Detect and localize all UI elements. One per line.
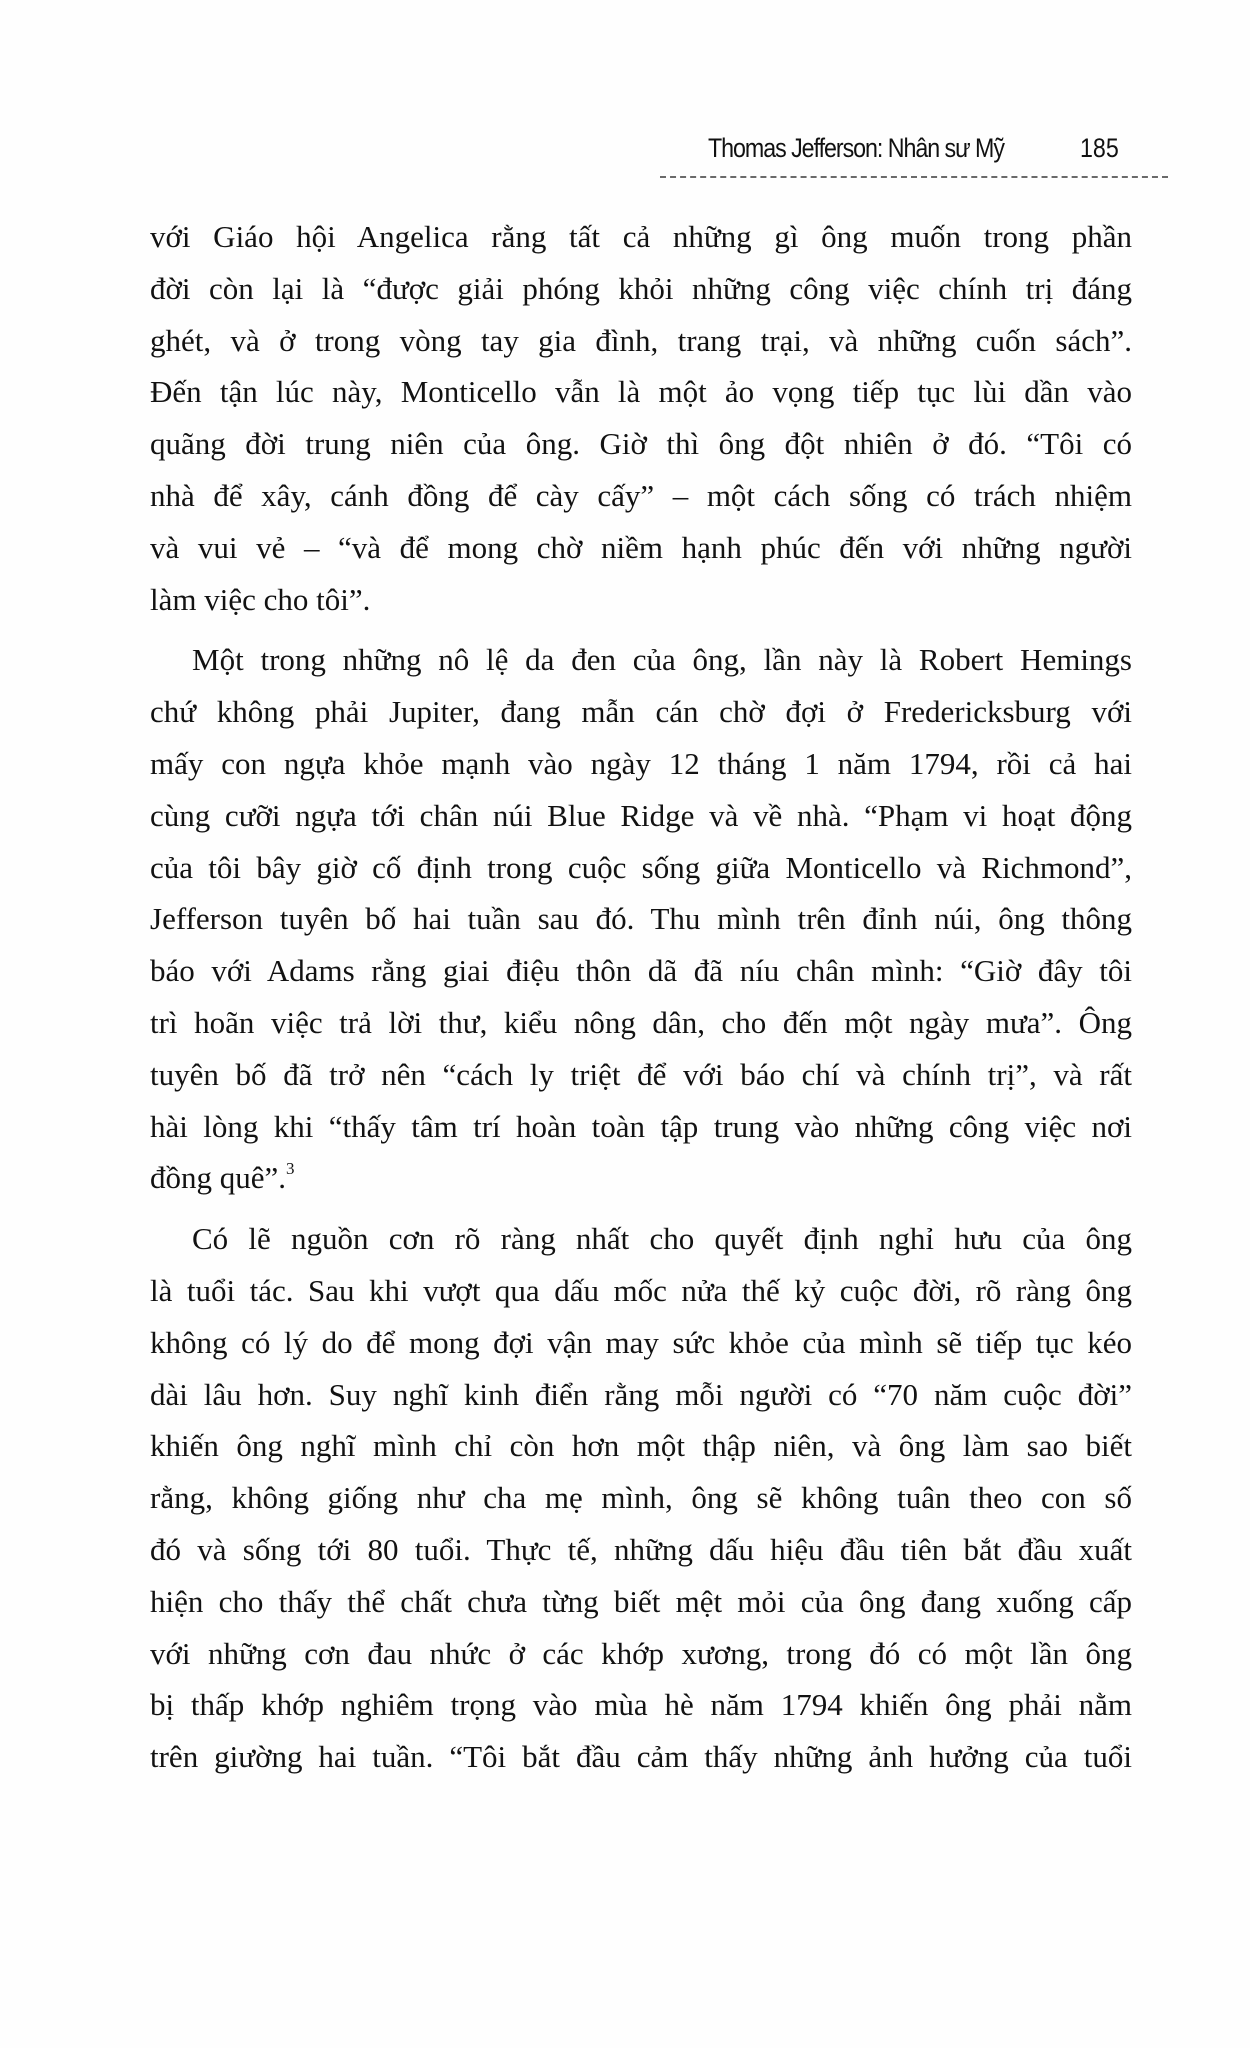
text-line: Jefferson tuyên bố hai tuần sau đó. Thu mình trên đỉnh núi, ông thông [150,901,1132,937]
text-line: Một trong những nô lệ da đen của ông, lần này là Robert Hemings [192,642,1132,678]
text-line: hài lòng khi “thấy tâm trí hoàn toàn tập trung vào những công việc nơi [150,1108,1132,1144]
text-line: đó và sống tới 80 tuổi. Thực tế, những dấu hiệu đầu tiên bắt đầu xuất [150,1531,1132,1567]
paragraph-1 [150,211,1132,625]
text-line: Có lẽ nguồn cơn rõ ràng nhất cho quyết định nghỉ hưu của ông [192,1221,1132,1257]
paragraph-gap [150,625,1132,634]
text-line: dài lâu hơn. Suy nghĩ kinh điển rằng mỗi người có “70 năm cuộc đời” [150,1376,1132,1412]
text-line: nhà để xây, cánh đồng để cày cấy” – một cách sống có trách nhiệm [150,477,1132,513]
text-line: làm việc cho tôi”. [150,581,371,617]
text-line: cùng cưỡi ngựa tới chân núi Blue Ridge và về nhà. “Phạm vi hoạt động [150,797,1132,833]
text-line: hiện cho thấy thể chất chưa từng biết mệt mỏi của ông đang xuống cấp [150,1583,1132,1619]
paragraph-3 [150,1213,1132,1783]
text-line: đồng quê”. [150,1160,287,1196]
text-line: với Giáo hội Angelica rằng tất cả những gì ông muốn trong phần [150,219,1132,254]
text-line: của tôi bây giờ cố định trong cuộc sống giữa Monticello và Richmond”, [150,849,1132,885]
text-line: trên giường hai tuần. “Tôi bắt đầu cảm thấy những ảnh hưởng của tuổi [150,1739,1132,1775]
text-line: đời còn lại là “được giải phóng khỏi những công việc chính trị đáng [150,270,1132,306]
footnote-marker: 3 [286,1159,295,1179]
text-line: chứ không phải Jupiter, đang mẫn cán chờ đợi ở Fredericksburg với [150,694,1132,730]
text-line: và vui vẻ – “và để mong chờ niềm hạnh phúc đến với những người [150,529,1132,565]
page-number: 185 [1080,133,1119,163]
text-line: với những cơn đau nhức ở các khớp xương, trong đó có một lần ông [150,1635,1132,1671]
text-line: không có lý do để mong đợi vận may sức khỏe của mình sẽ tiếp tục kéo [150,1324,1132,1360]
text-line: quãng đời trung niên của ông. Giờ thì ông đột nhiên ở đó. “Tôi có [150,426,1132,462]
text-line: ghét, và ở trong vòng tay gia đình, trang trại, và những cuốn sách”. [150,322,1132,358]
text-line: rằng, không giống như cha mẹ mình, ông sẽ không tuân theo con số [150,1480,1132,1516]
text-line: tuyên bố đã trở nên “cách ly triệt để với báo chí và chính trị”, và rất [150,1056,1132,1092]
text-line-with-footnote [150,1152,1132,1204]
body-text [150,211,1132,1783]
text-line: Đến tận lúc này, Monticello vẫn là một ảo vọng tiếp tục lùi dần vào [150,374,1132,410]
header-title: Thomas Jefferson: Nhân sư Mỹ [708,133,1004,163]
running-header [660,128,1168,184]
header-dashed-rule [660,176,1168,178]
text-line: mấy con ngựa khỏe mạnh vào ngày 12 tháng 1 năm 1794, rồi cả hai [150,745,1132,781]
text-line: báo với Adams rằng giai điệu thôn dã đã níu chân mình: “Giờ đây tôi [150,953,1132,989]
text-line: là tuổi tác. Sau khi vượt qua dấu mốc nửa thế kỷ cuộc đời, rõ ràng ông [150,1272,1132,1308]
paragraph-gap [150,1204,1132,1213]
text-line: khiến ông nghĩ mình chỉ còn hơn một thập niên, và ông làm sao biết [150,1428,1132,1464]
text-line: bị thấp khớp nghiêm trọng vào mùa hè năm 1794 khiến ông phải nằm [150,1687,1132,1723]
paragraph-2 [150,634,1132,1204]
text-line: trì hoãn việc trả lời thư, kiểu nông dân, cho đến một ngày mưa”. Ông [150,1004,1132,1040]
